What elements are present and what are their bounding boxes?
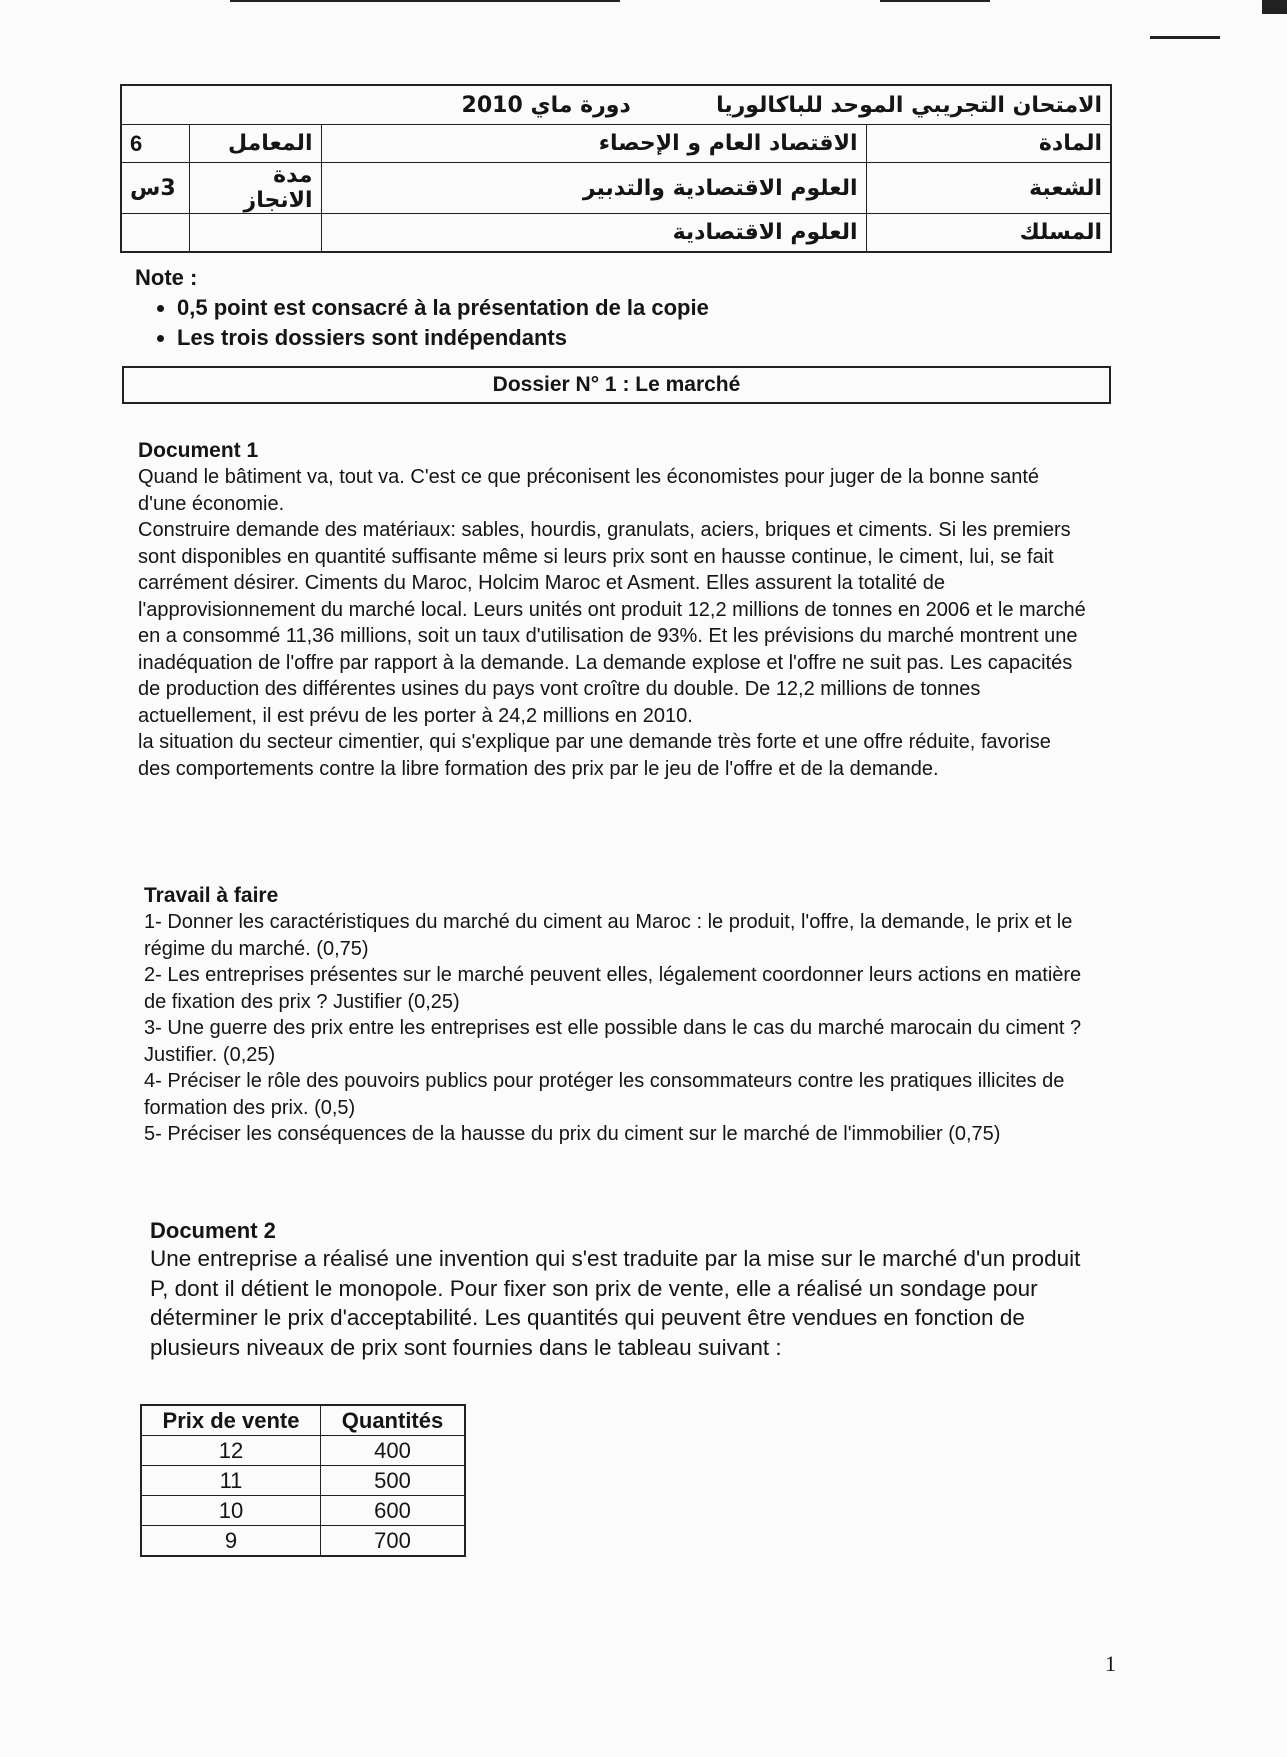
coefficient-value: 6 [121,125,189,163]
table-row [141,1466,465,1496]
column-header-quantity: Quantités [321,1405,466,1436]
header-title-row [121,85,1111,125]
track-label: المسلك [866,214,1111,253]
document-1 [138,438,1088,782]
branch-value: العلوم الاقتصادية والتدبير [321,163,866,214]
subject-label: المادة [866,125,1111,163]
document-2 [150,1218,1090,1362]
scan-artifact-top-right [880,0,990,2]
quantity-cell: 600 [321,1496,466,1526]
note-title: Note : [135,265,198,290]
scan-artifact-corner [1262,0,1287,14]
empty-cell [189,214,321,253]
duration-label: مدة الانجاز [189,163,321,214]
subject-value: الاقتصاد العام و الإحصاء [321,125,866,163]
header-title-cell [121,85,1111,125]
coefficient-label: المعامل [189,125,321,163]
duration-value: 3س [121,163,189,214]
note-item: • 0,5 point est consacré à la présentation de la copie [177,293,709,323]
document-1-paragraph: la situation du secteur cimentier, qui s'explique par une demande très forte et une offre réduite, favorise des comportements contre la libre formation des prix par le jeu de l'offre et de la demande. [138,731,1051,780]
table-header-row [141,1405,465,1436]
track-value: العلوم الاقتصادية [321,214,866,253]
dossier-title: Dossier N° 1 : Le marché [122,366,1111,404]
header-track-row [121,214,1111,253]
question-item: 3- Une guerre des prix entre les entreprises est elle possible dans le cas du marché marocain du ciment ? Justifier. (0,25) [144,1017,1082,1066]
scan-artifact-top-left [230,0,620,2]
branch-label: الشعبة [866,163,1111,214]
quantity-cell: 700 [321,1526,466,1557]
question-item: 5- Préciser les conséquences de la hausse du prix du ciment sur le marché de l'immobilier (0,75) [144,1123,1001,1145]
column-header-price: Prix de vente [141,1405,321,1436]
empty-cell [121,214,189,253]
scan-artifact-right-mark [1150,36,1220,39]
travail-title: Travail à faire [144,884,279,907]
header-subject-row [121,125,1111,163]
price-quantity-table [140,1404,466,1557]
document-1-title: Document 1 [138,439,259,462]
price-cell: 9 [141,1526,321,1557]
question-item: 1- Donner les caractéristiques du marché du ciment au Maroc : le produit, l'offre, la demande, le prix et le régime du marché. (0,75) [144,911,1073,960]
note-block [135,263,709,353]
quantity-cell: 400 [321,1436,466,1466]
document-2-title: Document 2 [150,1218,276,1243]
table-row [141,1496,465,1526]
page-number: 1 [1105,1651,1116,1676]
price-cell: 12 [141,1436,321,1466]
note-item: • Les trois dossiers sont indépendants [177,323,709,353]
exam-session: دورة ماي 2010 [461,92,631,118]
exam-header-table [120,84,1112,253]
header-branch-row [121,163,1111,214]
question-item: 2- Les entreprises présentes sur le marché peuvent elles, légalement coordonner leurs actions en matière de fixation des prix ? Justifier (0,25) [144,964,1082,1013]
document-1-paragraph: Construire demande des matériaux: sables, hourdis, granulats, aciers, briques et ciments. Si les premiers sont disponibles en quantité suffisante même si leurs prix sont en hausse continue, le ciment, lui, se fait carrément désirer. Ciments du Maroc, Holcim Maroc et Asment. Elles assurent la totalité de l'approvisionnement du marché local. Leurs unités ont produit 12,2 millions de tonnes en 2006 et le marché en a consommé 11,36 millions, soit un taux d'utilisation de 93%. Et les prévisions du marché montrent une inadéquation de l'offre par rapport à la demande. La demande explose et l'offre ne suit pas. Les capacités de production des différentes usines du pays vont croître du double. De 12,2 millions de tonnes actuellement, il est prévu de les porter à 24,2 millions en 2010. [138,519,1086,727]
note-list [135,293,709,353]
document-2-text: Une entreprise a réalisé une invention qui s'est traduite par la mise sur le marché d'un produit P, dont il détient le monopole. Pour fixer son prix de vente, elle a réalisé un sondage pour déterminer le prix d'acceptabilité. Les quantités qui peuvent être vendues en fonction de plusieurs niveaux de prix sont fournies dans le tableau suivant : [150,1246,1081,1360]
price-cell: 11 [141,1466,321,1496]
exam-title: الامتحان التجريبي الموحد للباكالوريا [716,92,1103,118]
travail-a-faire [144,883,1089,1148]
document-1-paragraph: Quand le bâtiment va, tout va. C'est ce que préconisent les économistes pour juger de la bonne santé d'une économie. [138,466,1040,515]
price-cell: 10 [141,1496,321,1526]
table-row [141,1436,465,1466]
question-item: 4- Préciser le rôle des pouvoirs publics pour protéger les consommateurs contre les pratiques illicites de formation des prix. (0,5) [144,1070,1065,1119]
quantity-cell: 500 [321,1466,466,1496]
table-row [141,1526,465,1557]
